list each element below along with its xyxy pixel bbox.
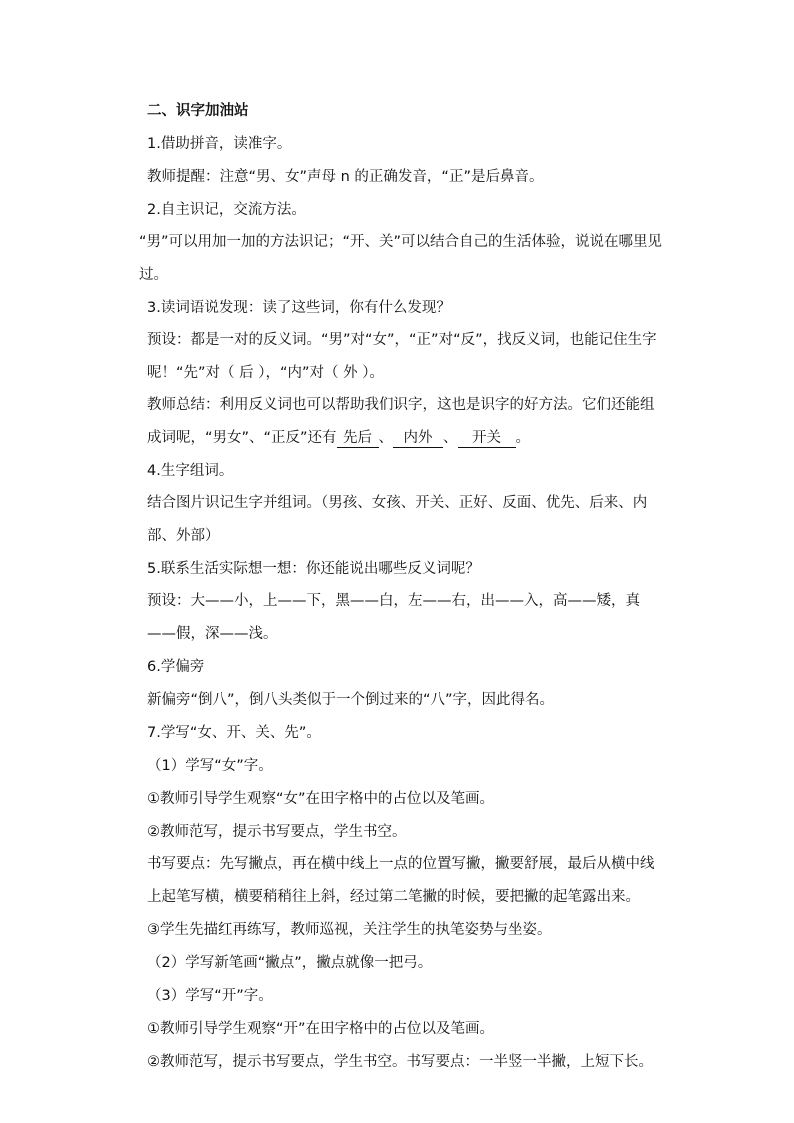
step-3-summary	[147, 389, 667, 455]
step-6-body: 新偏旁“倒八”，倒八头类似于一个倒过来的“八”字，因此得名。	[147, 692, 555, 708]
step-5-heading: 5.联系生活实际想一想：你还能说出哪些反义词呢？	[147, 561, 480, 577]
step-4-heading: 4.生字组词。	[147, 463, 234, 479]
step-7-3-b: ②教师范写，提示书写要点，学生书空。书写要点：一半竖一半撇，上短下长。	[147, 1054, 653, 1070]
step-7-1-a: ①教师引导学生观察“女”在田字格中的占位以及笔画。	[147, 791, 495, 807]
step-4-body: 结合图片识记生字并组词。（男孩、女孩、开关、正好、反面、优先、后来、内部、外部）	[147, 495, 648, 544]
step-3-heading: 3.读词语说发现：读了这些词，你有什么发现？	[147, 300, 451, 316]
separator-1: 、	[378, 430, 394, 446]
document-body	[139, 100, 667, 1084]
separator-2: 、	[443, 430, 458, 446]
step-7-heading: 7.学写“女、开、关、先”。	[147, 725, 321, 741]
step-2-body: “男”可以用加一加的方法识记；“开、关”可以结合自己的生活体验，说说在哪里见过。	[139, 234, 663, 283]
step-5-body: 预设：大——小，上——下，黑——白，左——右，出——入，高——矮，真——假，深——浅。	[147, 593, 640, 642]
answer-blank-1: 先后	[337, 429, 379, 448]
step-7-1-c: ③学生先描红再练写，教师巡视，关注学生的执笔姿势与坐姿。	[147, 922, 552, 938]
answer-blank-2: 内外	[393, 429, 443, 448]
step-7-1-writing-points: 书写要点：先写撇点，再在横中线上一点的位置写撇，撇要舒展，最后从横中线上起笔写横，横要稍稍往上斜，经过第二笔撇的时候，要把撇的起笔露出来。	[147, 856, 655, 905]
summary-end: 。	[515, 430, 531, 446]
step-7-1-b: ②教师范写，提示书写要点，学生书空。	[147, 824, 407, 840]
section-title: 二、识字加油站	[147, 103, 249, 119]
step-2-heading: 2.自主识记，交流方法。	[147, 202, 306, 218]
answer-blank-3: 开关	[458, 429, 516, 448]
step-7-3-a: ①教师引导学生观察“开”在田字格中的占位以及笔画。	[147, 1021, 495, 1037]
step-7-1: （1）学写“女”字。	[147, 758, 273, 774]
step-7-2: （2）学写新笔画“撇点”，撇点就像一把弓。	[147, 955, 433, 971]
step-3-preset: 预设：都是一对的反义词。“男”对“女”，“正”对“反”，找反义词，也能记住生字呢！“先”对（ 后 ），“内”对（ 外 ）。	[147, 332, 657, 381]
step-6-heading: 6.学偏旁	[147, 659, 205, 675]
step-3-summary-text: 教师总结：利用反义词也可以帮助我们识字，这也是识字的好方法。它们还能组成词呢，“男女”、“正反”还有	[147, 397, 655, 446]
step-1-teacher-note: 教师提醒：注意“男、女”声母 n 的正确发音，“正”是后鼻音。	[147, 169, 544, 185]
step-1-heading: 1.借助拼音，读准字。	[147, 136, 292, 152]
step-7-3: （3）学写“开”字。	[147, 988, 273, 1004]
